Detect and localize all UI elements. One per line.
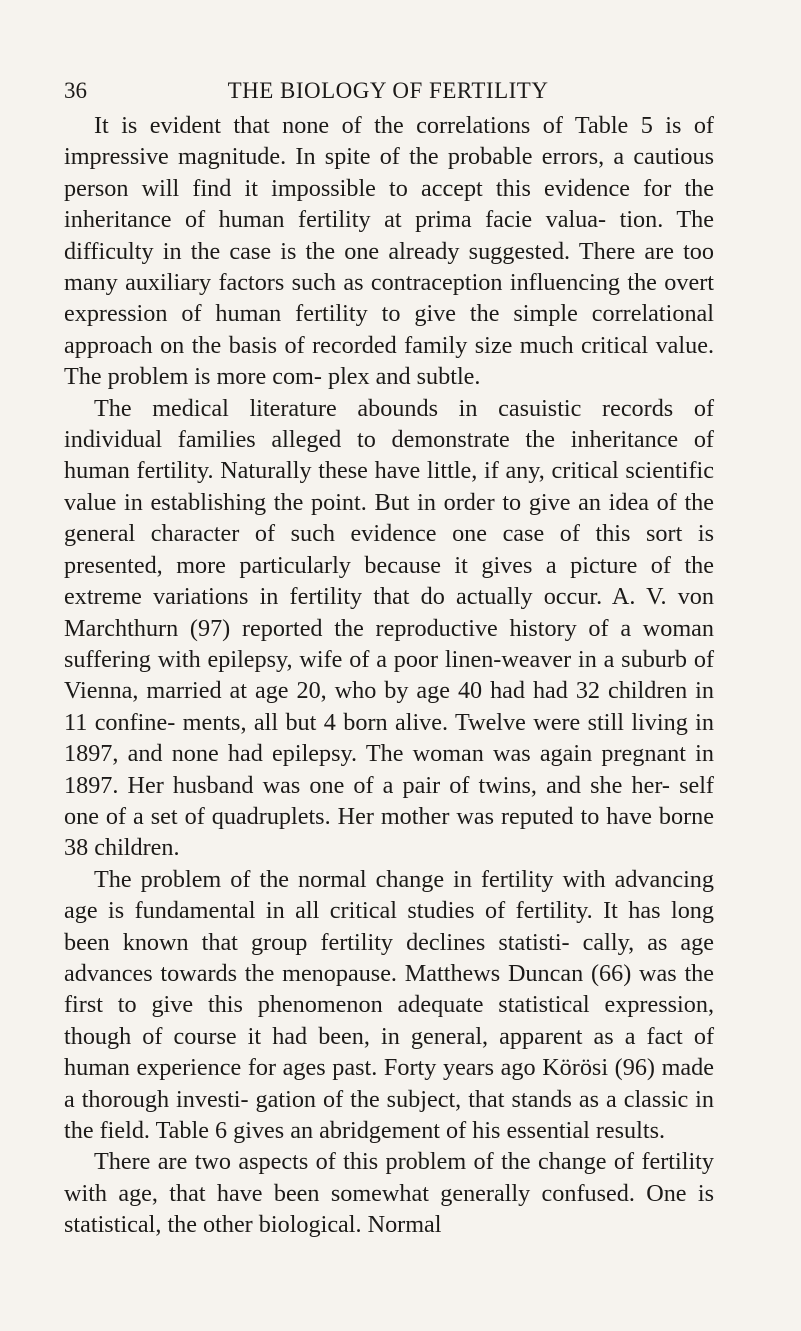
body-text (64, 110, 714, 1241)
paragraph-fertility-with-age: The problem of the normal change in fertility with advancing age is fundamental in all critical studies of fertility. It has long been known that group fertility declines statisti- cally, as age advances towards the menopause. Matthews Duncan (66) was the first to give this phenomenon adequate statistical expression, though of course it had been, in general, apparent as a fact of human experience for ages past. Forty years ago Körösi (96) made a thorough investi- gation of the subject, that stands as a classic in the field. Table 6 gives an abridgement of his essential results. (64, 865, 714, 1144)
paragraph-correlations: It is evident that none of the correlations of Table 5 is of impressive magnitude. In spite of the probable errors, a cautious person will find it impossible to accept this evidence for the inheritance of human fertility at prima facie valua- tion. The difficulty in the case is the one already suggested. There are too many auxiliary factors such as contraception influencing the overt expression of human fertility to give the simple correlational approach on the basis of recorded family size much critical value. The problem is more com- plex and subtle. (64, 112, 714, 391)
paragraph-casuistic-records: The medical literature abounds in casuistic records of individual families alleged to demonstrate the inheritance of human fertility. Naturally these have little, if any, critical scientific value in establishing the point. But in order to give an idea of the general character of such evidence one case of this sort is presented, more particularly because it gives a picture of the extreme variations in fertility that do actually occur. A. V. von Marchthurn (97) reported the reproductive history of a woman suffering with epilepsy, wife of a poor linen-weaver in a suburb of Vienna, married at age 20, who by age 40 had had 32 children in 11 confine- ments, all but 4 born alive. Twelve were still living in 1897, and none had epilepsy. The woman was again pregnant in 1897. Her husband was one of a pair of twins, and she her- self one of a set of quadruplets. Her mother was reputed to have borne 38 children. (64, 394, 714, 862)
running-head (64, 76, 712, 106)
page-number: 36 (64, 78, 87, 103)
running-title: THE BIOLOGY OF FERTILITY (227, 78, 549, 103)
paragraph-two-aspects: There are two aspects of this problem of the change of fertility with age, that have been somewhat generally confused. One is statistical, the other biological. Normal (64, 1148, 714, 1239)
